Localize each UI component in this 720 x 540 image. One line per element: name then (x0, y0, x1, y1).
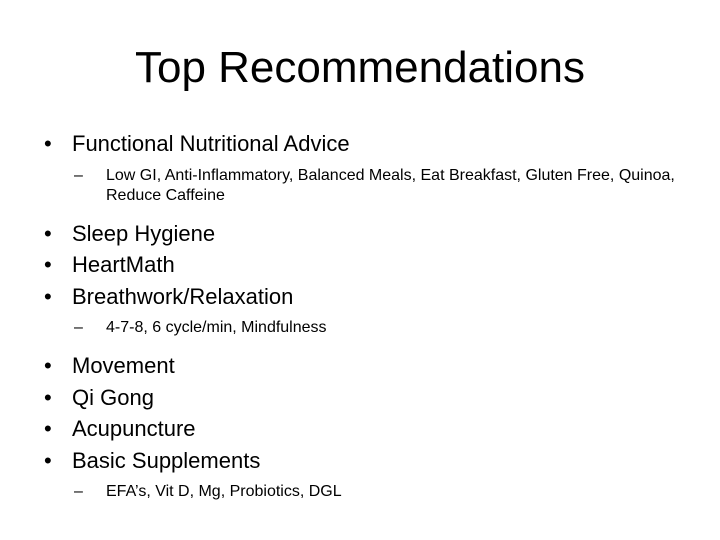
bullet-text: HeartMath (72, 252, 175, 277)
bullet-item-acupuncture (44, 413, 684, 445)
slide-title: Top Recommendations (134, 43, 585, 92)
sub-bullet-text: 4-7-8, 6 cycle/min, Mindfulness (106, 319, 327, 336)
bullet-icon: • (44, 416, 52, 441)
bullet-icon: • (44, 220, 52, 246)
bullet-icon: • (44, 447, 52, 473)
bullet-icon: • (44, 353, 52, 378)
bullet-icon: • (44, 384, 52, 410)
bullet-icon: • (44, 283, 52, 309)
bullet-item-qigong (44, 382, 684, 414)
bullet-item-breathwork (44, 281, 684, 313)
bullet-text: Acupuncture (72, 416, 196, 441)
bullet-text: Functional Nutritional Advice (72, 131, 350, 156)
sub-bullet-text: EFA’s, Vit D, Mg, Probiotics, DGL (106, 483, 342, 500)
bullet-icon: • (44, 252, 52, 277)
dash-icon: – (74, 483, 83, 500)
sub-bullet-breathwork (60, 318, 684, 338)
bullet-item-supplements (44, 445, 684, 477)
bullet-item-sleep (44, 218, 684, 250)
bullet-icon: • (44, 131, 52, 156)
bullet-item-heartmath (44, 249, 684, 281)
bullet-text: Breathwork/Relaxation (72, 283, 294, 309)
sub-bullet-supplements (60, 482, 684, 502)
bullet-item-nutrition (44, 128, 684, 160)
dash-icon: – (74, 319, 83, 336)
dash-icon: – (74, 166, 83, 184)
sub-bullet-text: Low GI, Anti-Inflammatory, Balanced Meals, Eat Breakfast, Gluten Free, Quinoa, Reduce Caffeine (106, 166, 675, 204)
bullet-text: Basic Supplements (72, 447, 261, 473)
bullet-text: Movement (72, 353, 175, 378)
bullet-text: Sleep Hygiene (72, 220, 216, 246)
bullet-list (44, 128, 684, 502)
bullet-item-movement (44, 350, 684, 382)
bullet-text: Qi Gong (72, 384, 154, 410)
sub-bullet-nutrition (60, 166, 684, 206)
